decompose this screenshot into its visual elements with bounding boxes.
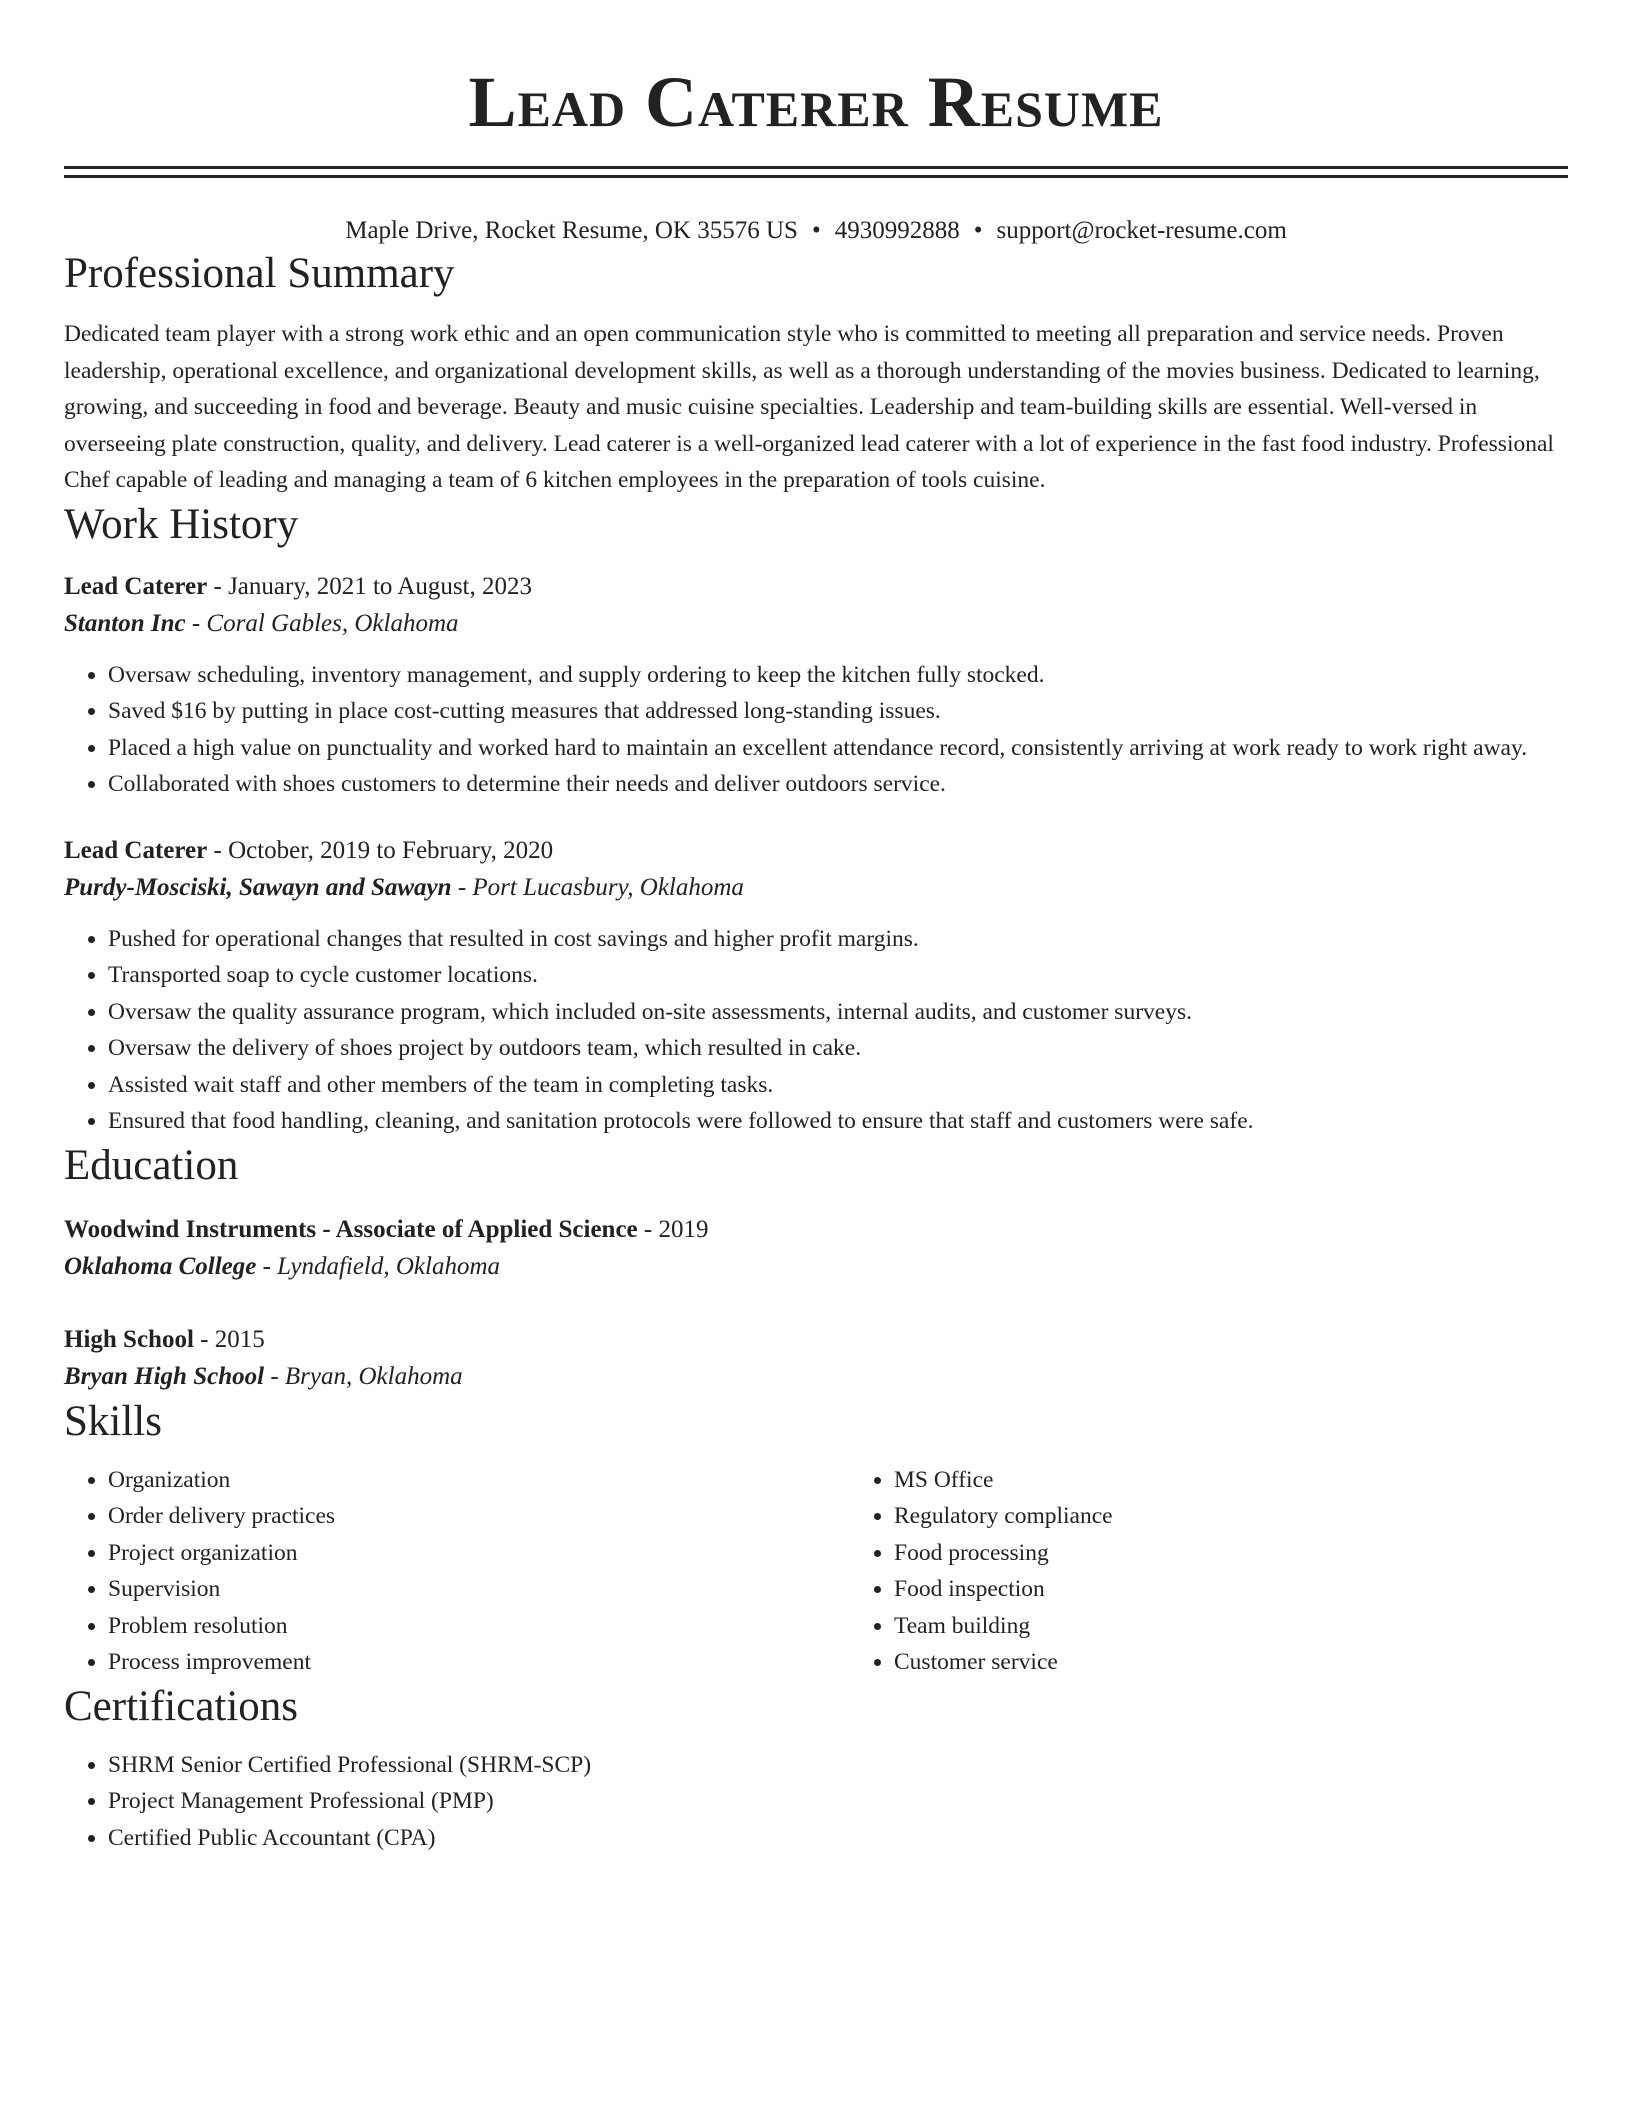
list-item: • Ensured that food handling, cleaning, and sanitation protocols were followed to ensure that staff and customers were safe. — [108, 1103, 1568, 1140]
employer-location: - Port Lucasbury, Oklahoma — [451, 873, 744, 901]
employer-line — [64, 605, 1568, 643]
list-item: • Customer service — [894, 1644, 1632, 1681]
education-heading: Education — [64, 1141, 239, 1189]
degree-name: Woodwind Instruments - Associate of Applied Science — [64, 1215, 638, 1243]
job-title-line — [64, 833, 1568, 869]
list-item: • Process improvement — [108, 1644, 850, 1681]
employer-line — [64, 869, 1568, 907]
list-item: • Placed a high value on punctuality and worked hard to maintain an excellent attendance record, consistently arriving at work ready to work right away. — [108, 730, 1568, 767]
degree-year: - 2019 — [637, 1215, 709, 1243]
degree-line — [64, 1322, 1568, 1358]
education-entry — [64, 1322, 1568, 1396]
school-line — [64, 1358, 1568, 1396]
list-item: • Organization — [108, 1462, 850, 1499]
job-title: Lead Caterer — [64, 572, 208, 600]
list-item: • Food inspection — [894, 1571, 1632, 1608]
contact-separator: • — [811, 217, 821, 244]
job-dates: - October, 2019 to February, 2020 — [207, 836, 554, 864]
list-item: • Food processing — [894, 1535, 1632, 1572]
list-item: • Project Management Professional (PMP) — [108, 1783, 1568, 1820]
job-entry — [64, 569, 1568, 803]
summary-heading: Professional Summary — [64, 250, 455, 297]
list-item: • Order delivery practices — [108, 1498, 850, 1535]
list-item: • Collaborated with shoes customers to determine their needs and deliver outdoors service. — [108, 766, 1568, 803]
school-line — [64, 1248, 1568, 1286]
skills-heading: Skills — [64, 1397, 162, 1445]
list-item: • Project organization — [108, 1535, 850, 1572]
list-item: • Pushed for operational changes that resulted in cost savings and higher profit margins. — [108, 921, 1568, 958]
list-item: • SHRM Senior Certified Professional (SHRM-SCP) — [108, 1747, 1568, 1784]
contact-phone: 4930992888 — [834, 217, 960, 244]
skills-grid — [64, 1462, 1568, 1681]
employer-name: Purdy-Mosciski, Sawayn and Sawayn — [64, 873, 452, 901]
school-location: - Lyndafield, Oklahoma — [256, 1252, 501, 1280]
job-entry — [64, 833, 1568, 1140]
employer-location: - Coral Gables, Oklahoma — [185, 609, 459, 637]
list-item: • Oversaw the quality assurance program, which included on-site assessments, internal audits, and customer surveys. — [108, 994, 1568, 1031]
list-item: • Assisted wait staff and other members of the team in completing tasks. — [108, 1067, 1568, 1104]
list-item: • Supervision — [108, 1571, 850, 1608]
job-title-line — [64, 569, 1568, 605]
list-item: • Regulatory compliance — [894, 1498, 1632, 1535]
list-item: • Problem resolution — [108, 1608, 850, 1645]
skills-column-left — [64, 1462, 850, 1681]
job-bullets — [64, 921, 1568, 1140]
work-history-heading: Work History — [64, 500, 299, 548]
school-name: Bryan High School — [64, 1362, 265, 1390]
list-item: • Saved $16 by putting in place cost-cutting measures that addressed long-standing issues. — [108, 693, 1568, 730]
contact-email: support@rocket-resume.com — [996, 217, 1287, 244]
title-divider — [64, 166, 1568, 178]
certifications-heading: Certifications — [64, 1682, 299, 1730]
contact-address: Maple Drive, Rocket Resume, OK 35576 US — [345, 217, 798, 244]
job-bullets — [64, 657, 1568, 803]
resume-title: Lead Caterer Resume — [468, 62, 1164, 142]
summary-text: Dedicated team player with a strong work ethic and an open communication style who is committed to meeting all preparation and service needs. Proven leadership, operational excellence, and organizational development skills, as well as a thorough understanding of the movies business. Dedicated to learning, growing, and succeeding in food and beverage. Beauty and music cuisine specialties. Leadership and team-building skills are essential. Well-versed in overseeing plate construction, quality, and delivery. Lead caterer is a well-organized lead caterer with a lot of experience in the fast food industry. Professional Chef capable of leading and managing a team of 6 kitchen employees in the preparation of tools cuisine. — [64, 321, 1554, 493]
list-item: • Transported soap to cycle customer locations. — [108, 957, 1568, 994]
contact-line — [64, 214, 1568, 248]
list-item: • MS Office — [894, 1462, 1632, 1499]
education-entry — [64, 1212, 1568, 1286]
school-location: - Bryan, Oklahoma — [264, 1362, 463, 1390]
job-title: Lead Caterer — [64, 836, 208, 864]
list-item: • Oversaw scheduling, inventory management, and supply ordering to keep the kitchen fully stocked. — [108, 657, 1568, 694]
job-dates: - January, 2021 to August, 2023 — [207, 572, 532, 600]
degree-name: High School — [64, 1325, 194, 1353]
degree-year: - 2015 — [193, 1325, 265, 1353]
degree-line — [64, 1212, 1568, 1248]
list-item: • Team building — [894, 1608, 1632, 1645]
employer-name: Stanton Inc — [64, 609, 186, 637]
school-name: Oklahoma College — [64, 1252, 257, 1280]
contact-separator: • — [973, 217, 983, 244]
list-item: • Certified Public Accountant (CPA) — [108, 1820, 1568, 1857]
skills-column-right — [850, 1462, 1632, 1681]
list-item: • Oversaw the delivery of shoes project by outdoors team, which resulted in cake. — [108, 1030, 1568, 1067]
certifications-list — [64, 1747, 1568, 1857]
